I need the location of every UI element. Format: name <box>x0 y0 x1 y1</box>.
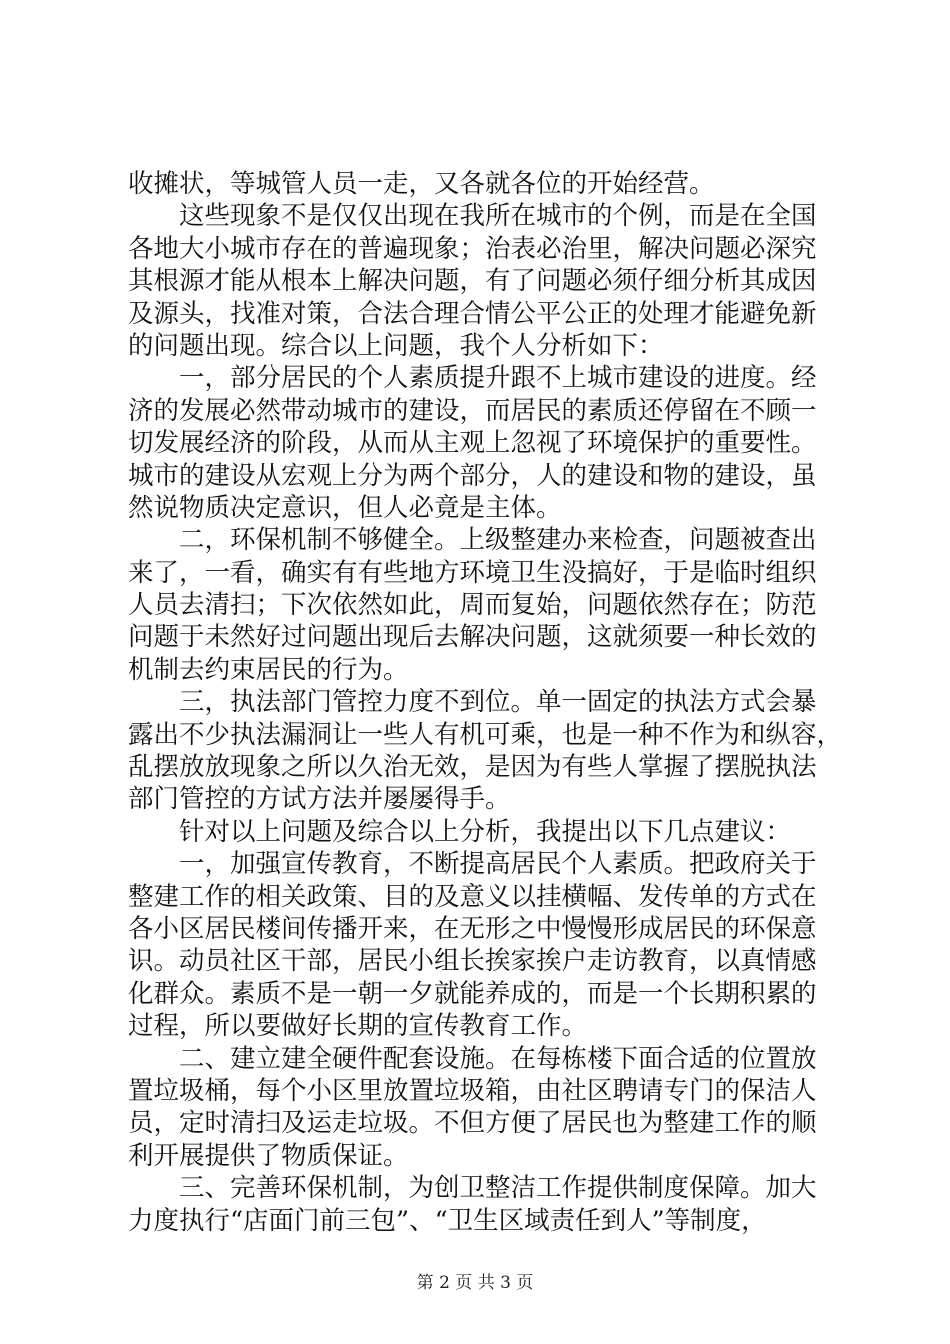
text-line: 置垃圾桶，每个小区里放置垃圾箱，由社区聘请专门的保洁人 <box>128 1075 817 1106</box>
text-line: 及源头，找准对策，合法合理合情公平公正的处理才能避免新 <box>128 298 817 329</box>
text-line: 二、建立建全硬件配套设施。在每栋楼下面合适的位置放 <box>128 1043 817 1074</box>
text-line: 部门管控的方试方法并屡屡得手。 <box>128 784 511 815</box>
text-line: 识。动员社区干部，居民小组长挨家挨户走访教育，以真情感 <box>128 946 817 977</box>
text-line: 三、完善环保机制，为创卫整洁工作提供制度保障。加大 <box>128 1173 817 1204</box>
text-line: 一，部分居民的个人素质提升跟不上城市建设的进度。经 <box>128 363 817 394</box>
text-line: 利开展提供了物质保证。 <box>128 1140 409 1171</box>
text-line: 问题于未然好过问题出现后去解决问题，这就须要一种长效的 <box>128 622 817 653</box>
text-line: 城市的建设从宏观上分为两个部分，人的建设和物的建设，虽 <box>128 460 817 491</box>
text-line: 人员去清扫；下次依然如此，周而复始，问题依然存在；防范 <box>128 590 817 621</box>
text-line: 各地大小城市存在的普遍现象；治表必治里，解决问题必深究 <box>128 233 817 264</box>
text-line: 二，环保机制不够健全。上级整建办来检查，问题被查出 <box>128 525 817 556</box>
text-line: 这些现象不是仅仅出现在我所在城市的个例，而是在全国 <box>128 201 817 232</box>
text-line: 力度执行“店面门前三包”、“卫生区域责任到人”等制度， <box>128 1205 767 1236</box>
text-line: 然说物质决定意识，但人必竟是主体。 <box>128 492 562 523</box>
text-line: 各小区居民楼间传播开来，在无形之中慢慢形成居民的环保意 <box>128 913 817 944</box>
text-line: 整建工作的相关政策、目的及意义以挂横幅、发传单的方式在 <box>128 881 817 912</box>
text-line: 机制去约束居民的行为。 <box>128 654 409 685</box>
page-number-label: 第 2 页 共 3 页 <box>416 1273 534 1293</box>
text-line: 乱摆放放现象之所以久治无效，是因为有些人掌握了摆脱执法 <box>128 752 817 783</box>
text-line: 其根源才能从根本上解决问题，有了问题必须仔细分析其成因 <box>128 266 817 297</box>
text-line: 收摊状，等城管人员一走，又各就各位的开始经营。 <box>128 169 715 199</box>
text-line: 济的发展必然带动城市的建设，而居民的素质还停留在不顾一 <box>128 395 817 426</box>
text-line: 员，定时清扫及运走垃圾。不但方便了居民也为整建工作的顺 <box>128 1108 817 1139</box>
page-footer <box>0 1268 950 1293</box>
text-line: 三，执法部门管控力度不到位。单一固定的执法方式会暴 <box>128 687 817 718</box>
text-line: 来了，一看，确实有有些地方环境卫生没搞好，于是临时组织 <box>128 557 817 588</box>
text-line: 露出不少执法漏洞让一些人有机可乘，也是一种不作为和纵容， <box>128 719 843 750</box>
text-line: 切发展经济的阶段，从而从主观上忽视了环境保护的重要性。 <box>128 428 817 459</box>
text-line: 过程，所以要做好长期的宣传教育工作。 <box>128 1011 588 1042</box>
document-body <box>128 168 843 1237</box>
text-line: 针对以上问题及综合以上分析，我提出以下几点建议： <box>128 816 792 847</box>
text-line: 化群众。素质不是一朝一夕就能养成的，而是一个长期积累的 <box>128 978 817 1009</box>
text-line: 的问题出现。综合以上问题，我个人分析如下： <box>128 330 664 361</box>
text-line: 一，加强宣传教育，不断提高居民个人素质。把政府关于 <box>128 849 817 880</box>
